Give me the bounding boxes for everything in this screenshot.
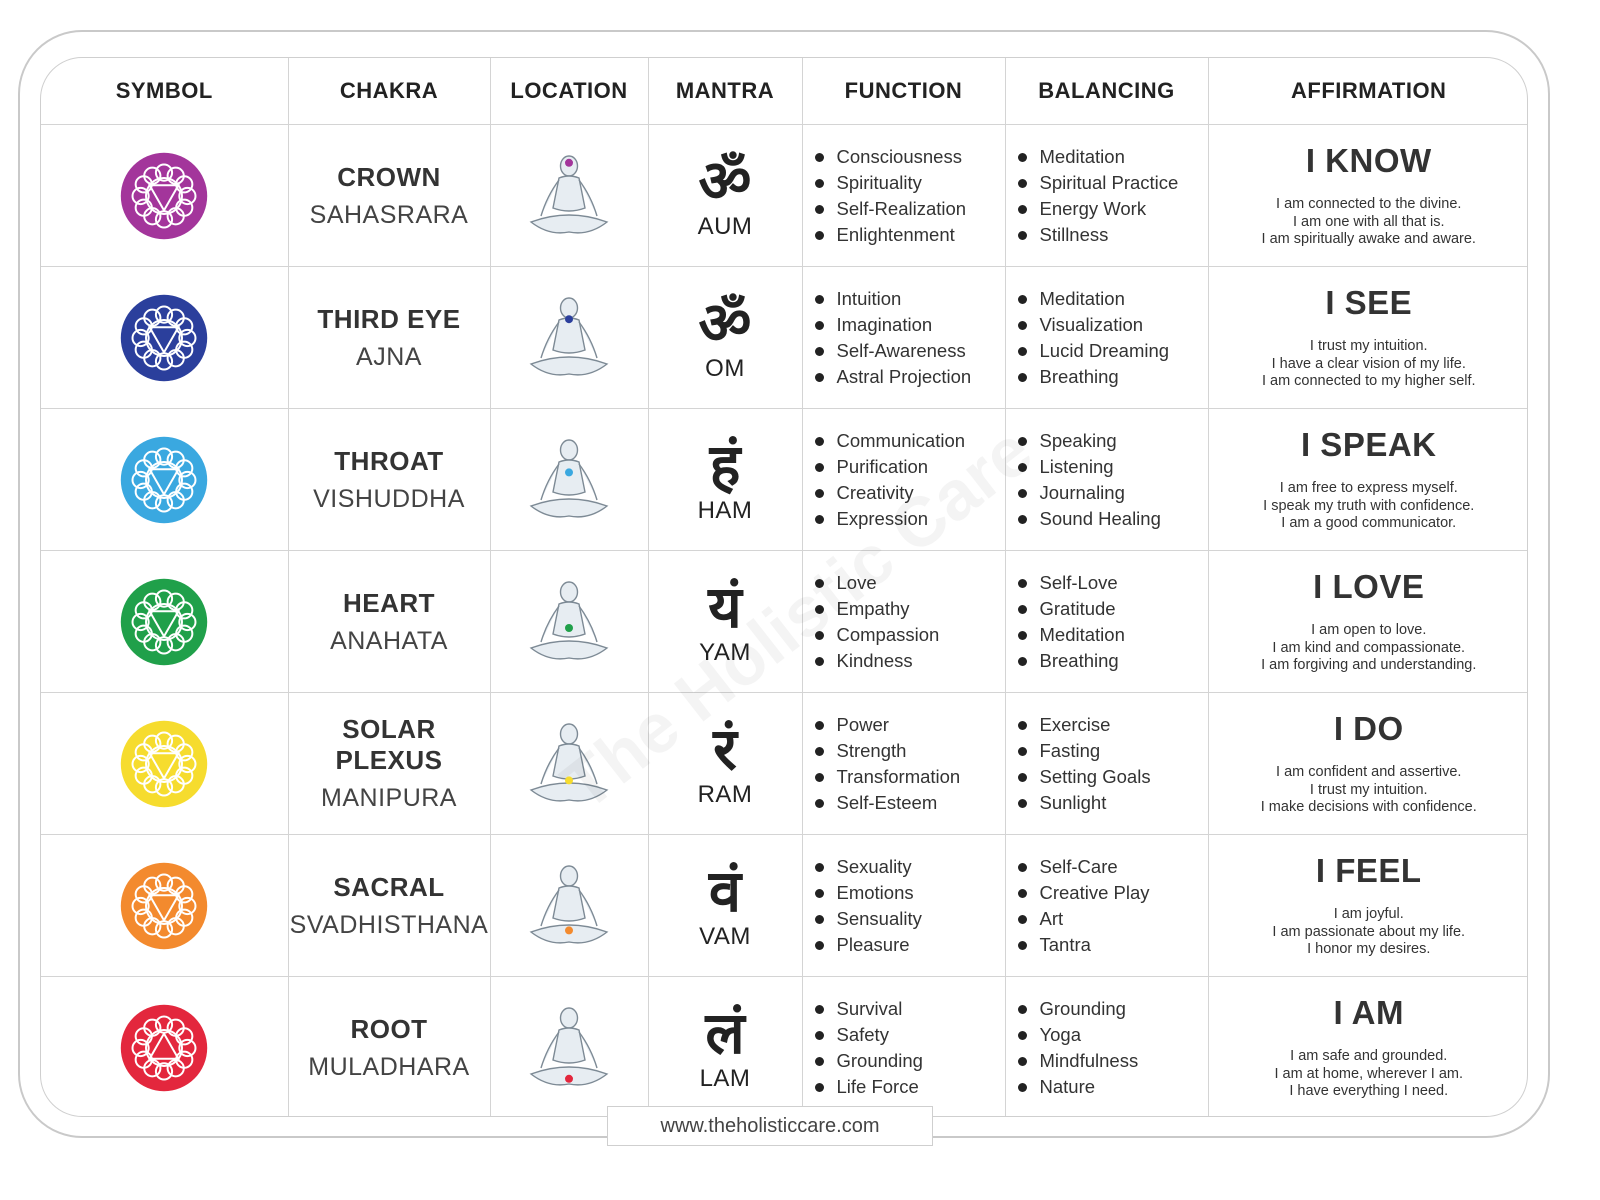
table-row	[41, 267, 1528, 409]
meditating-figure-icon	[519, 572, 619, 672]
symbol-cell	[41, 409, 288, 551]
mantra-latin: OM	[705, 354, 745, 382]
function-cell	[802, 125, 1005, 267]
chakra-cell	[288, 551, 490, 693]
balancing-item: Tantra	[1018, 932, 1208, 958]
mantra-latin: AUM	[697, 212, 753, 240]
balancing-list	[1006, 854, 1208, 958]
function-item: Communication	[815, 428, 1005, 454]
balancing-item: Sunlight	[1018, 790, 1208, 816]
chakra-table	[41, 58, 1528, 1117]
mantra-cell	[648, 977, 802, 1118]
chakra-english-name: CROWN	[337, 161, 441, 192]
balancing-item: Setting Goals	[1018, 764, 1208, 790]
balancing-item: Breathing	[1018, 364, 1208, 390]
function-item: Safety	[815, 1022, 1005, 1048]
function-item: Transformation	[815, 764, 1005, 790]
affirmation-cell	[1208, 409, 1528, 551]
affirmation-cell	[1208, 125, 1528, 267]
function-cell	[802, 693, 1005, 835]
function-item: Life Force	[815, 1074, 1005, 1100]
function-item: Pleasure	[815, 932, 1005, 958]
balancing-list	[1006, 428, 1208, 532]
solar-plexus-icon	[119, 719, 209, 809]
meditating-figure-icon	[519, 146, 619, 246]
function-item: Creativity	[815, 480, 1005, 506]
chakra-english-name: SOLAR PLEXUS	[335, 714, 443, 775]
function-list	[803, 144, 1005, 248]
balancing-cell	[1005, 835, 1208, 977]
balancing-item: Yoga	[1018, 1022, 1208, 1048]
chakra-location-dot	[565, 158, 573, 166]
header-symbol: SYMBOL	[41, 58, 288, 125]
function-item: Self-Esteem	[815, 790, 1005, 816]
affirmation-line: I am connected to my higher self.	[1261, 373, 1476, 390]
function-item: Grounding	[815, 1048, 1005, 1074]
function-item: Consciousness	[815, 144, 1005, 170]
chakra-location-dot	[565, 776, 573, 784]
mantra-cell	[648, 551, 802, 693]
header-row	[41, 58, 1528, 125]
function-item: Self-Awareness	[815, 338, 1005, 364]
balancing-item: Gratitude	[1018, 596, 1208, 622]
table-row	[41, 977, 1528, 1118]
chakra-english-name: THIRD EYE	[317, 303, 461, 334]
meditating-figure-icon	[519, 714, 619, 814]
chakra-cell	[288, 835, 490, 977]
balancing-item: Exercise	[1018, 712, 1208, 738]
balancing-item: Energy Work	[1018, 196, 1208, 222]
mantra-cell	[648, 267, 802, 409]
function-item: Purification	[815, 454, 1005, 480]
affirmation-line: I have a clear vision of my life.	[1271, 355, 1466, 372]
balancing-item: Speaking	[1018, 428, 1208, 454]
mantra-latin: LAM	[699, 1064, 751, 1092]
balancing-item: Meditation	[1018, 144, 1208, 170]
symbol-cell	[41, 551, 288, 693]
balancing-cell	[1005, 693, 1208, 835]
mantra-latin: YAM	[699, 638, 751, 666]
function-list	[803, 854, 1005, 958]
mantra-latin: RAM	[697, 780, 753, 808]
balancing-item: Journaling	[1018, 480, 1208, 506]
balancing-list	[1006, 996, 1208, 1100]
affirmation-cell	[1208, 693, 1528, 835]
function-list	[803, 712, 1005, 816]
table-row	[41, 551, 1528, 693]
affirmation-line: I am confident and assertive.	[1276, 764, 1462, 781]
chakra-location-dot	[565, 468, 573, 476]
affirmation-title: I DO	[1333, 710, 1404, 748]
sacral-lotus-icon	[119, 861, 209, 951]
affirmation-title: I KNOW	[1305, 142, 1432, 180]
table-row	[41, 835, 1528, 977]
function-item: Imagination	[815, 312, 1005, 338]
affirmation-line: I am connected to the divine.	[1276, 196, 1462, 213]
affirmation-line: I speak my truth with confidence.	[1263, 497, 1475, 514]
mantra-devanagari: ॐ	[698, 290, 752, 356]
symbol-cell	[41, 125, 288, 267]
balancing-item: Stillness	[1018, 222, 1208, 248]
mantra-cell	[648, 835, 802, 977]
function-item: Spirituality	[815, 170, 1005, 196]
mantra-devanagari: लं	[705, 1000, 745, 1066]
function-cell	[802, 835, 1005, 977]
mantra-cell	[648, 693, 802, 835]
chakra-sanskrit-name: MANIPURA	[321, 784, 457, 812]
mantra-devanagari: ॐ	[698, 148, 752, 214]
table-row	[41, 693, 1528, 835]
affirmation-line: I trust my intuition.	[1309, 781, 1428, 798]
function-cell	[802, 977, 1005, 1118]
crown-lotus-icon	[119, 151, 209, 241]
function-list	[803, 286, 1005, 390]
balancing-item: Creative Play	[1018, 880, 1208, 906]
balancing-list	[1006, 712, 1208, 816]
chakra-sanskrit-name: SAHASRARA	[309, 200, 469, 229]
affirmation-line: I have everything I need.	[1289, 1083, 1449, 1100]
header-mantra: MANTRA	[648, 58, 802, 125]
function-item: Love	[815, 570, 1005, 596]
chakra-sanskrit-name: VISHUDDHA	[313, 484, 465, 513]
function-item: Power	[815, 712, 1005, 738]
function-item: Compassion	[815, 622, 1005, 648]
balancing-cell	[1005, 267, 1208, 409]
throat-lotus-icon	[119, 435, 209, 525]
balancing-item: Meditation	[1018, 286, 1208, 312]
balancing-item: Mindfulness	[1018, 1048, 1208, 1074]
function-cell	[802, 267, 1005, 409]
function-list	[803, 570, 1005, 674]
header-chakra: CHAKRA	[288, 58, 490, 125]
balancing-list	[1006, 286, 1208, 390]
balancing-cell	[1005, 551, 1208, 693]
balancing-cell	[1005, 409, 1208, 551]
footer-url[interactable]: www.theholisticcare.com	[607, 1106, 933, 1146]
meditating-figure-icon	[519, 998, 619, 1098]
balancing-item: Art	[1018, 906, 1208, 932]
mantra-devanagari: यं	[708, 574, 742, 640]
affirmation-line: I am spiritually awake and aware.	[1261, 231, 1476, 248]
mantra-devanagari: वं	[708, 858, 742, 924]
affirmation-line: I am a good communicator.	[1281, 515, 1457, 532]
function-item: Sensuality	[815, 906, 1005, 932]
affirmation-line: I am kind and compassionate.	[1272, 639, 1466, 656]
location-cell	[490, 409, 648, 551]
function-item: Self-Realization	[815, 196, 1005, 222]
symbol-cell	[41, 267, 288, 409]
chakra-chart	[40, 57, 1528, 1117]
symbol-cell	[41, 835, 288, 977]
balancing-item: Visualization	[1018, 312, 1208, 338]
chakra-english-name: THROAT	[334, 445, 444, 476]
balancing-item: Lucid Dreaming	[1018, 338, 1208, 364]
affirmation-line: I make decisions with confidence.	[1260, 799, 1477, 816]
chakra-sanskrit-name: AJNA	[356, 342, 422, 371]
third-eye-icon	[119, 293, 209, 383]
function-cell	[802, 409, 1005, 551]
function-item: Emotions	[815, 880, 1005, 906]
function-item: Sexuality	[815, 854, 1005, 880]
meditating-figure-icon	[519, 288, 619, 388]
balancing-item: Spiritual Practice	[1018, 170, 1208, 196]
balancing-item: Listening	[1018, 454, 1208, 480]
function-item: Expression	[815, 506, 1005, 532]
affirmation-line: I am free to express myself.	[1279, 480, 1458, 497]
function-item: Enlightenment	[815, 222, 1005, 248]
function-item: Survival	[815, 996, 1005, 1022]
affirmation-cell	[1208, 835, 1528, 977]
chakra-location-dot	[565, 315, 573, 323]
balancing-item: Fasting	[1018, 738, 1208, 764]
affirmation-line: I honor my desires.	[1307, 941, 1431, 958]
balancing-item: Self-Care	[1018, 854, 1208, 880]
chakra-sanskrit-name: ANAHATA	[330, 626, 448, 655]
balancing-cell	[1005, 125, 1208, 267]
chakra-cell	[288, 693, 490, 835]
balancing-cell	[1005, 977, 1208, 1118]
balancing-item: Sound Healing	[1018, 506, 1208, 532]
symbol-cell	[41, 693, 288, 835]
header-function: FUNCTION	[802, 58, 1005, 125]
chakra-location-dot	[565, 926, 573, 934]
chakra-cell	[288, 125, 490, 267]
chakra-cell	[288, 977, 490, 1118]
header-affirmation: AFFIRMATION	[1208, 58, 1528, 125]
chakra-english-name: ROOT	[350, 1013, 428, 1044]
chakra-cell	[288, 409, 490, 551]
chakra-english-name: SACRAL	[333, 871, 445, 902]
affirmation-line: I am open to love.	[1311, 622, 1427, 639]
affirmation-line: I am joyful.	[1333, 906, 1404, 923]
balancing-item: Nature	[1018, 1074, 1208, 1100]
chakra-location-dot	[565, 624, 573, 632]
affirmation-title: I SPEAK	[1300, 426, 1437, 464]
chakra-location-dot	[565, 1074, 573, 1082]
location-cell	[490, 977, 648, 1118]
mantra-cell	[648, 125, 802, 267]
balancing-item: Self-Love	[1018, 570, 1208, 596]
balancing-list	[1006, 144, 1208, 248]
chakra-english-name: HEART	[342, 587, 436, 618]
function-list	[803, 428, 1005, 532]
location-cell	[490, 267, 648, 409]
balancing-list	[1006, 570, 1208, 674]
function-item: Kindness	[815, 648, 1005, 674]
function-list	[803, 996, 1005, 1100]
mantra-latin: HAM	[697, 496, 753, 524]
affirmation-title: I AM	[1333, 994, 1404, 1032]
mantra-devanagari: रं	[713, 716, 737, 782]
mantra-latin: VAM	[699, 922, 751, 950]
function-item: Strength	[815, 738, 1005, 764]
location-cell	[490, 835, 648, 977]
root-square-icon	[119, 1003, 209, 1093]
header-location: LOCATION	[490, 58, 648, 125]
chakra-sanskrit-name: SVADHISTHANA	[289, 910, 489, 939]
affirmation-cell	[1208, 551, 1528, 693]
heart-star-icon	[119, 577, 209, 667]
header-balancing: BALANCING	[1005, 58, 1208, 125]
location-cell	[490, 551, 648, 693]
affirmation-line: I am one with all that is.	[1292, 213, 1445, 230]
function-item: Intuition	[815, 286, 1005, 312]
balancing-item: Grounding	[1018, 996, 1208, 1022]
affirmation-title: I SEE	[1325, 284, 1413, 322]
meditating-figure-icon	[519, 856, 619, 956]
affirmation-line: I am safe and grounded.	[1290, 1048, 1448, 1065]
affirmation-line: I am passionate about my life.	[1272, 923, 1466, 940]
chakra-sanskrit-name: MULADHARA	[308, 1052, 470, 1081]
function-cell	[802, 551, 1005, 693]
table-row	[41, 125, 1528, 267]
balancing-item: Meditation	[1018, 622, 1208, 648]
location-cell	[490, 693, 648, 835]
meditating-figure-icon	[519, 430, 619, 530]
function-item: Astral Projection	[815, 364, 1005, 390]
balancing-item: Breathing	[1018, 648, 1208, 674]
affirmation-title: I LOVE	[1313, 568, 1425, 606]
affirmation-line: I am at home, wherever I am.	[1274, 1065, 1464, 1082]
affirmation-title: I FEEL	[1315, 852, 1422, 890]
mantra-devanagari: हं	[709, 432, 741, 498]
affirmation-cell	[1208, 267, 1528, 409]
function-item: Empathy	[815, 596, 1005, 622]
affirmation-cell	[1208, 977, 1528, 1118]
affirmation-line: I am forgiving and understanding.	[1261, 657, 1477, 674]
symbol-cell	[41, 977, 288, 1118]
affirmation-line: I trust my intuition.	[1309, 338, 1428, 355]
mantra-cell	[648, 409, 802, 551]
location-cell	[490, 125, 648, 267]
chakra-cell	[288, 267, 490, 409]
table-row	[41, 409, 1528, 551]
